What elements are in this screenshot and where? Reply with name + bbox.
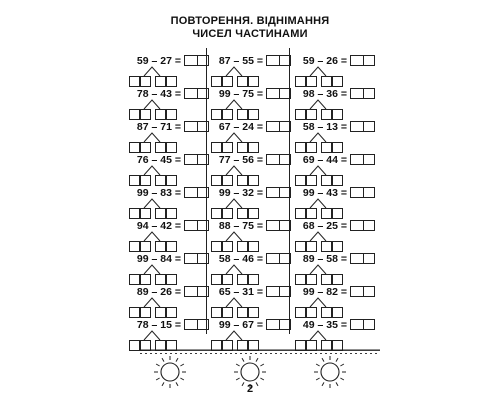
part-box[interactable] xyxy=(295,142,306,153)
exercise-expression: 88 – 75 = xyxy=(218,220,263,232)
part-box[interactable] xyxy=(211,307,222,318)
exercise-expression: 59 – 27 = xyxy=(136,55,181,67)
part-box[interactable] xyxy=(140,208,151,219)
part-box[interactable] xyxy=(155,208,166,219)
decomposition-boxes xyxy=(211,274,257,285)
decomposition-branch-icon xyxy=(142,132,162,142)
decomposition-branch-icon xyxy=(224,132,244,142)
exercise xyxy=(207,153,303,189)
part-box[interactable] xyxy=(129,340,140,351)
sun-icon xyxy=(308,353,352,389)
exercise xyxy=(291,252,387,288)
answer-box[interactable] xyxy=(350,88,375,99)
part-box[interactable] xyxy=(155,175,166,186)
decomposition-branch-icon xyxy=(224,165,244,175)
decomposition-boxes xyxy=(295,307,341,318)
part-box[interactable] xyxy=(211,76,222,87)
part-box[interactable] xyxy=(295,241,306,252)
part-box[interactable] xyxy=(237,307,248,318)
decomposition-branch-icon xyxy=(224,264,244,274)
answer-box[interactable] xyxy=(350,121,375,132)
decomposition-boxes xyxy=(211,307,257,318)
part-box[interactable] xyxy=(155,142,166,153)
decomposition-branch-icon xyxy=(224,198,244,208)
part-box[interactable] xyxy=(332,175,343,186)
exercise-expression: 67 – 24 = xyxy=(218,121,263,133)
answer-box[interactable] xyxy=(350,187,375,198)
part-box[interactable] xyxy=(321,76,332,87)
part-box[interactable] xyxy=(166,109,177,120)
part-box[interactable] xyxy=(222,76,233,87)
part-box[interactable] xyxy=(129,208,140,219)
part-box[interactable] xyxy=(295,76,306,87)
part-box[interactable] xyxy=(237,241,248,252)
exercise xyxy=(207,219,303,255)
answer-box[interactable] xyxy=(184,121,209,132)
decomposition-boxes xyxy=(129,76,175,87)
decomposition-boxes xyxy=(295,208,341,219)
answer-box[interactable] xyxy=(266,220,291,231)
part-box[interactable] xyxy=(248,208,259,219)
exercise xyxy=(291,120,387,156)
part-box[interactable] xyxy=(222,274,233,285)
part-box[interactable] xyxy=(140,175,151,186)
part-box[interactable] xyxy=(332,76,343,87)
exercise-expression: 99 – 67 = xyxy=(218,319,263,331)
part-box[interactable] xyxy=(222,142,233,153)
exercise xyxy=(291,153,387,189)
decomposition-branch-icon xyxy=(308,330,328,340)
decomposition-branch-icon xyxy=(224,99,244,109)
exercise-expression: 58 – 46 = xyxy=(218,253,263,265)
decomposition-branch-icon xyxy=(308,297,328,307)
exercise-expression: 68 – 25 = xyxy=(302,220,347,232)
decomposition-branch-icon xyxy=(142,297,162,307)
part-box[interactable] xyxy=(306,142,317,153)
part-box[interactable] xyxy=(295,307,306,318)
part-box[interactable] xyxy=(295,208,306,219)
decomposition-branch-icon xyxy=(224,66,244,76)
decomposition-branch-icon xyxy=(142,99,162,109)
part-box[interactable] xyxy=(211,109,222,120)
sun-icon xyxy=(148,353,192,389)
answer-box[interactable] xyxy=(184,187,209,198)
part-box[interactable] xyxy=(155,307,166,318)
decomposition-boxes xyxy=(129,175,175,186)
part-box[interactable] xyxy=(295,274,306,285)
part-box[interactable] xyxy=(295,175,306,186)
part-box[interactable] xyxy=(129,241,140,252)
part-box[interactable] xyxy=(306,241,317,252)
exercise xyxy=(207,120,303,156)
part-box[interactable] xyxy=(155,274,166,285)
exercise-expression: 89 – 58 = xyxy=(302,253,347,265)
exercise-expression: 99 – 83 = xyxy=(136,187,181,199)
part-box[interactable] xyxy=(332,208,343,219)
decomposition-branch-icon xyxy=(142,264,162,274)
decomposition-branch-icon xyxy=(308,99,328,109)
answer-box[interactable] xyxy=(266,121,291,132)
part-box[interactable] xyxy=(248,142,259,153)
exercise-expression: 69 – 44 = xyxy=(302,154,347,166)
part-box[interactable] xyxy=(140,76,151,87)
part-box[interactable] xyxy=(248,175,259,186)
part-box[interactable] xyxy=(129,175,140,186)
exercise-expression: 59 – 26 = xyxy=(302,55,347,67)
part-box[interactable] xyxy=(321,175,332,186)
part-box[interactable] xyxy=(155,76,166,87)
exercise-expression: 99 – 84 = xyxy=(136,253,181,265)
exercise-expression: 76 – 45 = xyxy=(136,154,181,166)
decomposition-boxes xyxy=(295,175,341,186)
exercise-expression: 65 – 31 = xyxy=(218,286,263,298)
part-box[interactable] xyxy=(332,109,343,120)
part-box[interactable] xyxy=(306,208,317,219)
exercise-expression: 78 – 43 = xyxy=(136,88,181,100)
exercise xyxy=(207,285,303,321)
exercise-expression: 99 – 75 = xyxy=(218,88,263,100)
exercise xyxy=(291,54,387,90)
decomposition-branch-icon xyxy=(308,264,328,274)
decomposition-branch-icon xyxy=(308,198,328,208)
worksheet-subtitle: ЧИСЕЛ ЧАСТИНАМИ xyxy=(192,28,308,40)
part-box[interactable] xyxy=(166,241,177,252)
decomposition-boxes xyxy=(211,142,257,153)
part-box[interactable] xyxy=(166,76,177,87)
exercise-expression: 99 – 43 = xyxy=(302,187,347,199)
decomposition-boxes xyxy=(211,241,257,252)
part-box[interactable] xyxy=(332,241,343,252)
part-box[interactable] xyxy=(211,208,222,219)
answer-box[interactable] xyxy=(266,286,291,297)
decomposition-boxes xyxy=(129,109,175,120)
decomposition-branch-icon xyxy=(308,66,328,76)
part-box[interactable] xyxy=(332,274,343,285)
exercise-expression: 99 – 32 = xyxy=(218,187,263,199)
decomposition-boxes xyxy=(211,76,257,87)
decomposition-boxes xyxy=(211,208,257,219)
exercise-expression: 58 – 13 = xyxy=(302,121,347,133)
decomposition-boxes xyxy=(129,274,175,285)
part-box[interactable] xyxy=(140,142,151,153)
part-box[interactable] xyxy=(166,175,177,186)
decomposition-boxes xyxy=(295,109,341,120)
decomposition-boxes xyxy=(211,109,257,120)
answer-box[interactable] xyxy=(266,319,291,330)
part-box[interactable] xyxy=(166,274,177,285)
part-box[interactable] xyxy=(140,241,151,252)
part-box[interactable] xyxy=(211,241,222,252)
part-box[interactable] xyxy=(140,274,151,285)
decomposition-boxes xyxy=(295,274,341,285)
part-box[interactable] xyxy=(129,109,140,120)
part-box[interactable] xyxy=(248,274,259,285)
part-box[interactable] xyxy=(222,241,233,252)
exercise-expression: 94 – 42 = xyxy=(136,220,181,232)
part-box[interactable] xyxy=(248,241,259,252)
part-box[interactable] xyxy=(248,109,259,120)
decomposition-boxes xyxy=(129,241,175,252)
part-box[interactable] xyxy=(321,142,332,153)
part-box[interactable] xyxy=(129,307,140,318)
part-box[interactable] xyxy=(237,274,248,285)
exercise xyxy=(207,54,303,90)
part-box[interactable] xyxy=(321,307,332,318)
part-box[interactable] xyxy=(129,274,140,285)
decomposition-branch-icon xyxy=(142,66,162,76)
decomposition-boxes xyxy=(129,142,175,153)
exercise-expression: 99 – 82 = xyxy=(302,286,347,298)
part-box[interactable] xyxy=(237,175,248,186)
exercise xyxy=(291,186,387,222)
exercise xyxy=(291,87,387,123)
answer-box[interactable] xyxy=(350,154,375,165)
part-box[interactable] xyxy=(166,142,177,153)
part-box[interactable] xyxy=(332,307,343,318)
decomposition-branch-icon xyxy=(308,132,328,142)
decomposition-branch-icon xyxy=(142,231,162,241)
part-box[interactable] xyxy=(306,76,317,87)
decomposition-boxes xyxy=(295,241,341,252)
decomposition-boxes xyxy=(295,76,341,87)
part-box[interactable] xyxy=(321,109,332,120)
exercise-expression: 49 – 35 = xyxy=(302,319,347,331)
part-box[interactable] xyxy=(155,241,166,252)
exercise-expression: 98 – 36 = xyxy=(302,88,347,100)
part-box[interactable] xyxy=(248,307,259,318)
answer-box[interactable] xyxy=(350,286,375,297)
exercise-expression: 78 – 15 = xyxy=(136,319,181,331)
part-box[interactable] xyxy=(248,76,259,87)
answer-box[interactable] xyxy=(350,220,375,231)
decomposition-branch-icon xyxy=(142,165,162,175)
answer-box[interactable] xyxy=(266,253,291,264)
part-box[interactable] xyxy=(321,208,332,219)
answer-box[interactable] xyxy=(350,319,375,330)
decomposition-branch-icon xyxy=(142,198,162,208)
exercise-expression: 77 – 56 = xyxy=(218,154,263,166)
part-box[interactable] xyxy=(155,109,166,120)
page-number: 2 xyxy=(246,383,254,395)
exercise-expression: 87 – 55 = xyxy=(218,55,263,67)
answer-box[interactable] xyxy=(184,220,209,231)
part-box[interactable] xyxy=(211,142,222,153)
answer-box[interactable] xyxy=(184,319,209,330)
decomposition-branch-icon xyxy=(224,231,244,241)
part-box[interactable] xyxy=(166,208,177,219)
part-box[interactable] xyxy=(306,274,317,285)
part-box[interactable] xyxy=(332,142,343,153)
worksheet-title: ПОВТОРЕННЯ. ВІДНІМАННЯ xyxy=(170,15,330,27)
part-box[interactable] xyxy=(306,307,317,318)
exercise-expression: 87 – 71 = xyxy=(136,121,181,133)
part-box[interactable] xyxy=(237,109,248,120)
part-box[interactable] xyxy=(295,109,306,120)
decomposition-branch-icon xyxy=(142,330,162,340)
answer-box[interactable] xyxy=(266,88,291,99)
part-box[interactable] xyxy=(222,175,233,186)
part-box[interactable] xyxy=(211,274,222,285)
exercise xyxy=(291,285,387,321)
answer-box[interactable] xyxy=(266,187,291,198)
decomposition-branch-icon xyxy=(308,165,328,175)
decomposition-boxes xyxy=(211,175,257,186)
part-box[interactable] xyxy=(129,142,140,153)
part-box[interactable] xyxy=(237,142,248,153)
decomposition-branch-icon xyxy=(308,231,328,241)
exercise-expression: 89 – 26 = xyxy=(136,286,181,298)
decomposition-boxes xyxy=(129,208,175,219)
part-box[interactable] xyxy=(129,76,140,87)
part-box[interactable] xyxy=(166,307,177,318)
answer-box[interactable] xyxy=(184,55,209,66)
decomposition-branch-icon xyxy=(224,297,244,307)
exercise xyxy=(291,219,387,255)
decomposition-boxes xyxy=(295,142,341,153)
answer-box[interactable] xyxy=(184,286,209,297)
exercise xyxy=(207,252,303,288)
answer-box[interactable] xyxy=(184,88,209,99)
answer-box[interactable] xyxy=(350,55,375,66)
part-box[interactable] xyxy=(306,175,317,186)
part-box[interactable] xyxy=(140,307,151,318)
exercise xyxy=(207,186,303,222)
part-box[interactable] xyxy=(222,109,233,120)
decomposition-boxes xyxy=(129,307,175,318)
part-box[interactable] xyxy=(321,241,332,252)
part-box[interactable] xyxy=(306,109,317,120)
answer-box[interactable] xyxy=(350,253,375,264)
decomposition-branch-icon xyxy=(224,330,244,340)
part-box[interactable] xyxy=(237,208,248,219)
part-box[interactable] xyxy=(237,76,248,87)
part-box[interactable] xyxy=(211,175,222,186)
answer-box[interactable] xyxy=(184,253,209,264)
part-box[interactable] xyxy=(222,307,233,318)
part-box[interactable] xyxy=(321,274,332,285)
answer-box[interactable] xyxy=(266,154,291,165)
part-box[interactable] xyxy=(140,109,151,120)
part-box[interactable] xyxy=(222,208,233,219)
exercise xyxy=(207,87,303,123)
answer-box[interactable] xyxy=(266,55,291,66)
answer-box[interactable] xyxy=(184,154,209,165)
